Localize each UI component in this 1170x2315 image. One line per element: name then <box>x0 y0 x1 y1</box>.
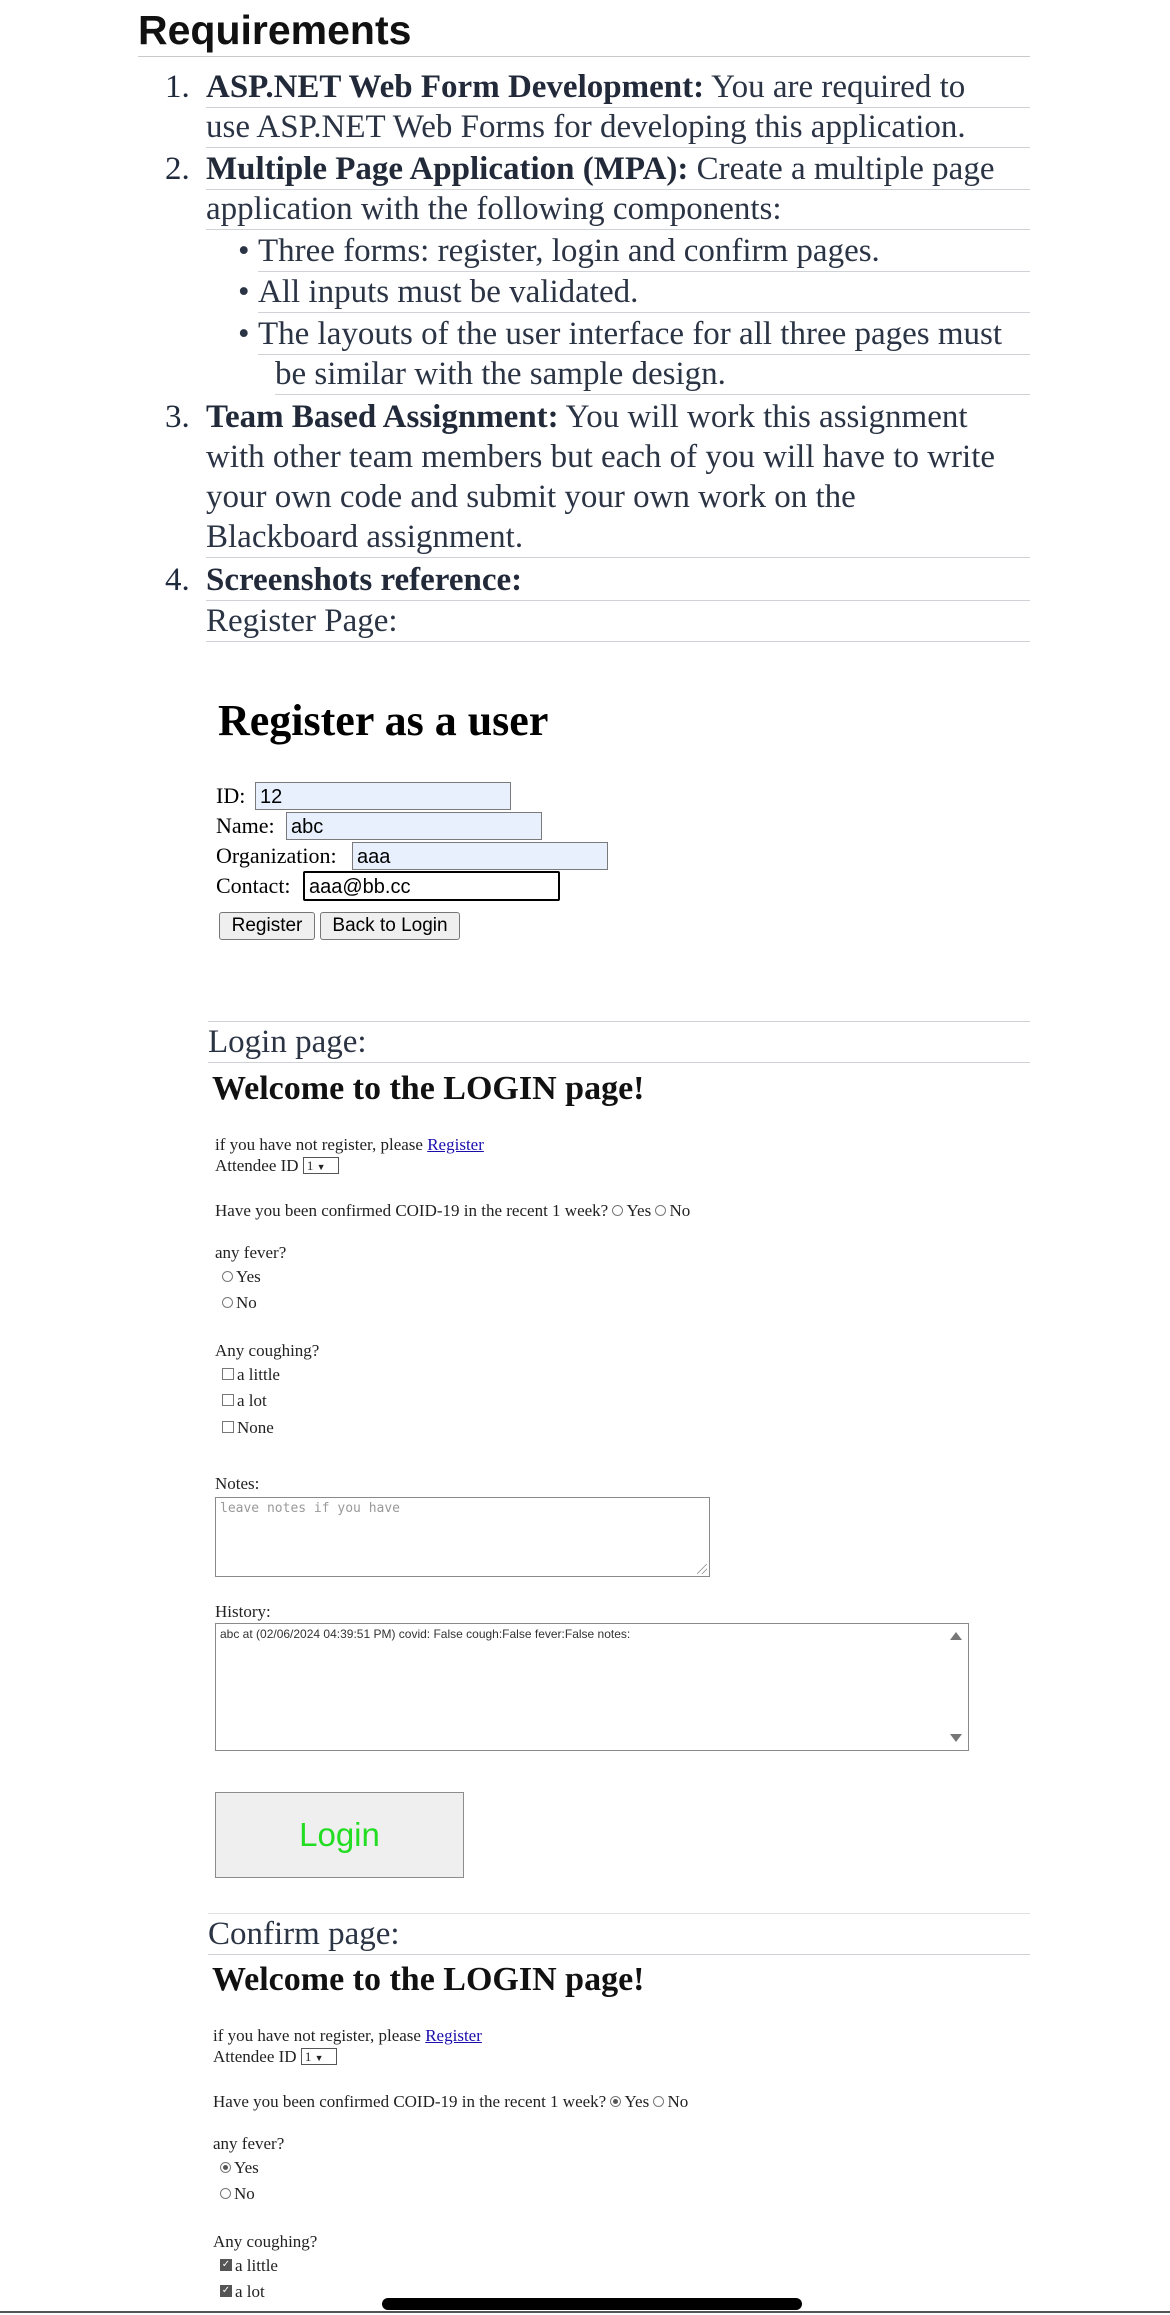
register-org-label: Organization: <box>216 843 337 868</box>
login-attendee-label: Attendee ID <box>215 1156 303 1175</box>
login-notes-textarea[interactable] <box>215 1497 710 1577</box>
register-title: Register as a user <box>218 696 549 745</box>
confirm-fever-yes-label: Yes <box>234 2158 259 2177</box>
confirm-cough-question: Any coughing? <box>213 2232 318 2251</box>
login-button[interactable]: Login <box>215 1792 464 1878</box>
confirm-register-prompt-text: if you have not register, please <box>213 2026 426 2045</box>
login-cough-little-checkbox[interactable] <box>222 1368 234 1380</box>
bullet-3-continued: be similar with the sample design. <box>275 355 1030 395</box>
login-cough-little-label: a little <box>237 1365 280 1384</box>
confirm-fever-yes-row <box>220 2157 259 2179</box>
login-notes-placeholder: leave notes if you have <box>220 1501 401 1516</box>
login-cough-little-row <box>222 1364 280 1386</box>
item-1-line-1 <box>206 68 1030 108</box>
login-fever-yes-row <box>222 1266 261 1288</box>
item-4-heading: Screenshots reference: <box>206 562 523 598</box>
confirm-fever-no-row <box>220 2183 255 2205</box>
bullet-3: The layouts of the user interface for all three pages must <box>258 315 1030 355</box>
item-3-text: You will work this assignment <box>558 399 968 435</box>
login-register-prompt <box>215 1134 484 1156</box>
item-1-line-2: use ASP.NET Web Forms for developing this application. <box>206 108 1030 148</box>
login-covid-no-label: No <box>669 1201 691 1220</box>
confirm-covid-yes-label: Yes <box>624 2092 650 2111</box>
login-cough-none-label: None <box>237 1418 274 1437</box>
item-3-line-4: Blackboard assignment. <box>206 518 1030 558</box>
confirm-cough-lot-checkbox[interactable]: ✓ <box>221 2285 231 2297</box>
login-cough-lot-row <box>222 1390 267 1412</box>
chevron-down-icon: ▼ <box>316 1161 326 1172</box>
bottom-divider <box>0 2311 1170 2313</box>
login-attendee-value: 1 <box>306 1157 314 1173</box>
register-button[interactable]: Register <box>219 912 315 940</box>
login-attendee-row <box>215 1155 339 1177</box>
item-2-line-2: application with the following components: <box>206 190 1030 230</box>
login-notes-label: Notes: <box>215 1474 260 1493</box>
bullet-1: Three forms: register, login and confirm pages. <box>258 232 1030 272</box>
login-history-label: History: <box>215 1602 271 1621</box>
login-attendee-select[interactable] <box>303 1157 339 1174</box>
login-register-link[interactable]: Register <box>427 1135 484 1154</box>
login-cough-question: Any coughing? <box>215 1341 320 1360</box>
confirm-register-link[interactable]: Register <box>425 2026 482 2045</box>
item-2-line-1 <box>206 150 1030 190</box>
confirm-attendee-value: 1 <box>304 2048 312 2064</box>
register-name-label: Name: <box>216 813 275 838</box>
item-4-line-1 <box>206 561 1030 601</box>
login-title: Welcome to the LOGIN page! <box>212 1070 645 1107</box>
login-fever-no-radio[interactable] <box>222 1297 233 1308</box>
scroll-up-icon[interactable] <box>950 1632 962 1640</box>
bullet-2-dot: • <box>238 274 250 310</box>
confirm-covid-question: Have you been confirmed COID-19 in the recent 1 week? <box>213 2092 611 2111</box>
confirm-title: Welcome to the LOGIN page! <box>212 1961 645 1998</box>
item-2-text: Create a multiple page <box>688 151 995 187</box>
confirm-fever-no-radio[interactable] <box>220 2188 231 2199</box>
confirm-covid-row <box>213 2091 688 2113</box>
confirm-attendee-select[interactable] <box>301 2048 337 2065</box>
confirm-page-label: Confirm page: <box>208 1913 1030 1955</box>
home-indicator[interactable] <box>382 2298 802 2310</box>
item-3-number: 3. <box>165 399 190 435</box>
item-3-line-3: your own code and submit your own work on the <box>206 479 856 515</box>
item-4-number: 4. <box>165 562 190 598</box>
item-1-number: 1. <box>165 69 190 105</box>
confirm-cough-little-label: a little <box>235 2256 278 2275</box>
register-org-input[interactable]: aaa <box>352 842 608 870</box>
confirm-cough-little-checkbox[interactable]: ✓ <box>221 2259 231 2271</box>
item-2-number: 2. <box>165 151 190 187</box>
item-1-text: You are required to <box>704 69 966 105</box>
confirm-covid-no-label: No <box>667 2092 689 2111</box>
chevron-down-icon: ▼ <box>314 2052 324 2063</box>
register-contact-input[interactable]: aaa@bb.cc <box>303 871 560 901</box>
confirm-attendee-label: Attendee ID <box>213 2047 301 2066</box>
login-cough-none-checkbox[interactable] <box>222 1421 234 1433</box>
bullet-1-dot: • <box>238 233 250 269</box>
confirm-register-prompt <box>213 2025 482 2047</box>
login-page-label: Login page: <box>208 1021 1030 1063</box>
confirm-fever-yes-radio[interactable] <box>220 2162 231 2173</box>
scroll-down-icon[interactable] <box>950 1734 962 1742</box>
login-history-text: abc at (02/06/2024 04:39:51 PM) covid: False cough:False fever:False notes: <box>220 1627 631 1641</box>
login-fever-yes-label: Yes <box>236 1267 261 1286</box>
confirm-cough-lot-row <box>220 2281 265 2303</box>
login-cough-lot-label: a lot <box>237 1391 267 1410</box>
login-history-textarea[interactable] <box>215 1623 969 1751</box>
login-covid-yes-label: Yes <box>626 1201 652 1220</box>
resize-grip-icon[interactable] <box>697 1564 707 1574</box>
item-3-heading: Team Based Assignment: <box>206 399 559 435</box>
register-contact-label: Contact: <box>216 873 291 898</box>
login-fever-yes-radio[interactable] <box>222 1271 233 1282</box>
login-covid-no-radio[interactable] <box>655 1205 666 1216</box>
login-fever-no-row <box>222 1292 257 1314</box>
login-cough-none-row <box>222 1417 274 1439</box>
item-2-heading: Multiple Page Application (MPA): <box>206 151 689 187</box>
login-covid-question: Have you been confirmed COID-19 in the recent 1 week? <box>215 1201 613 1220</box>
register-name-input[interactable]: abc <box>286 812 542 840</box>
bullet-3-dot: • <box>238 316 250 352</box>
confirm-cough-lot-label: a lot <box>235 2282 265 2301</box>
register-id-input[interactable]: 12 <box>255 782 511 810</box>
login-covid-row <box>215 1200 690 1222</box>
login-covid-yes-radio[interactable] <box>612 1205 623 1216</box>
item-3-line-1 <box>206 398 1030 437</box>
register-page-label: Register Page: <box>206 602 1030 642</box>
doc-title: Requirements <box>138 4 1030 57</box>
login-fever-no-label: No <box>236 1293 257 1312</box>
login-register-prompt-text: if you have not register, please <box>215 1135 428 1154</box>
login-cough-lot-checkbox[interactable] <box>222 1394 234 1406</box>
confirm-cough-little-row <box>220 2255 278 2277</box>
confirm-fever-question: any fever? <box>213 2134 285 2153</box>
login-fever-question: any fever? <box>215 1243 287 1262</box>
register-id-label: ID: <box>216 783 246 808</box>
confirm-attendee-row <box>213 2046 337 2068</box>
bullet-2: All inputs must be validated. <box>258 273 1030 313</box>
item-1-heading: ASP.NET Web Form Development: <box>206 69 705 105</box>
confirm-covid-no-radio[interactable] <box>653 2096 664 2107</box>
confirm-covid-yes-radio[interactable] <box>610 2096 621 2107</box>
item-3-line-2: with other team members but each of you will have to write <box>206 439 996 475</box>
confirm-fever-no-label: No <box>234 2184 255 2203</box>
back-to-login-button[interactable]: Back to Login <box>320 912 460 940</box>
